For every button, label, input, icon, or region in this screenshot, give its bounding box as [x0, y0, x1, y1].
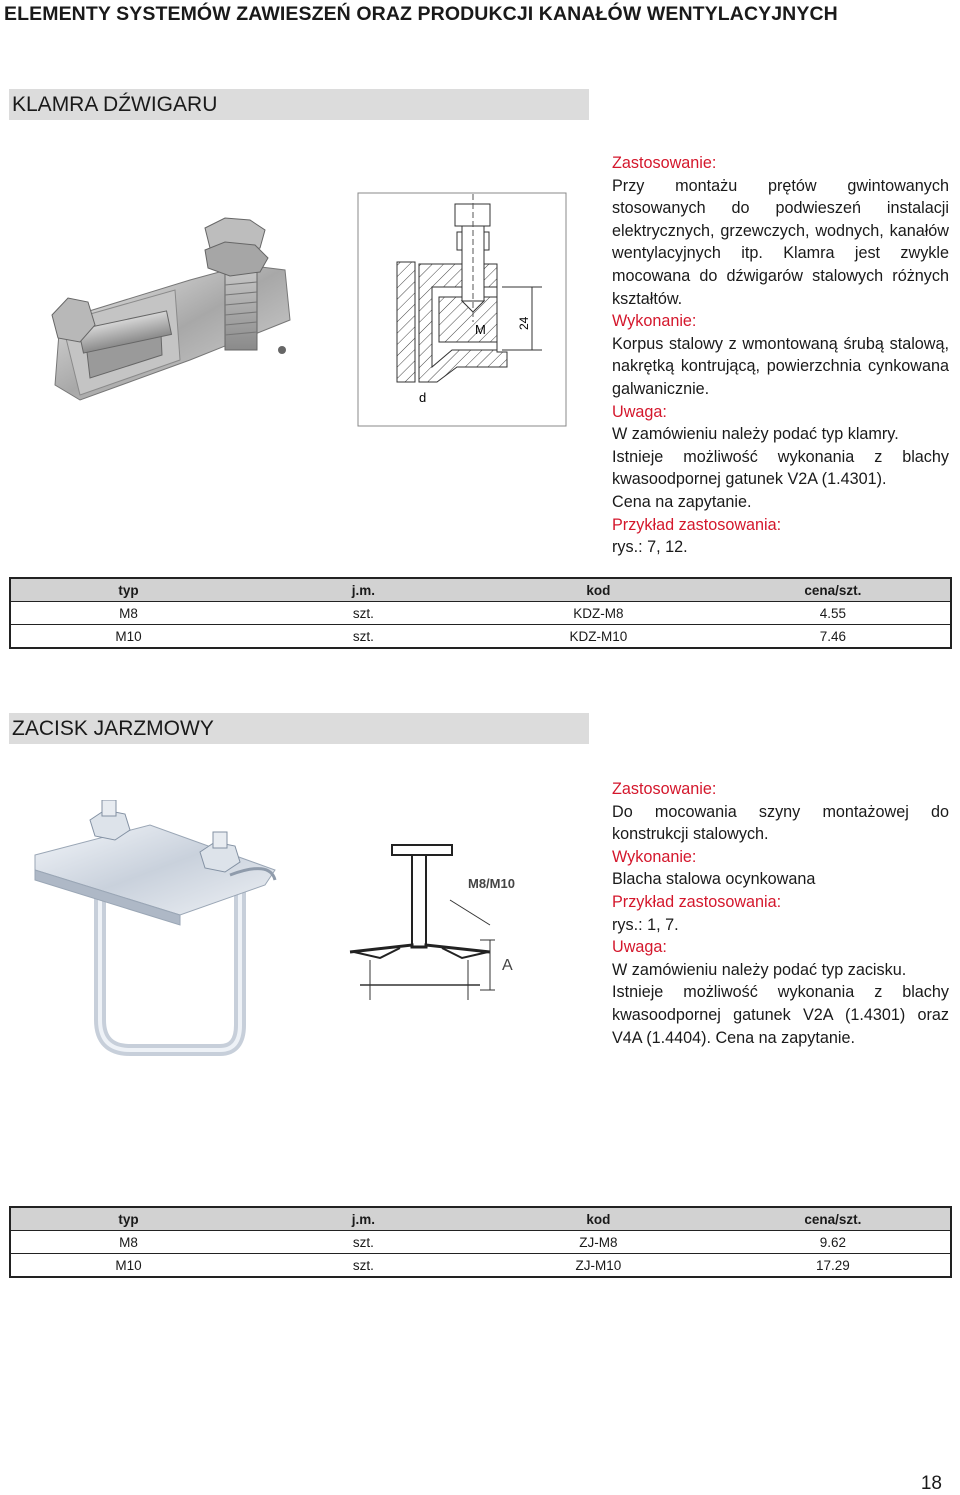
cell-cena: 17.29	[716, 1254, 951, 1278]
uwaga-text-1: W zamówieniu należy podać typ klamry.	[612, 425, 899, 444]
cell-jm: szt.	[246, 602, 481, 625]
section-title-zacisk: ZACISK JARZMOWY	[9, 713, 589, 744]
col-kod: kod	[481, 1207, 716, 1231]
table-row	[10, 1254, 951, 1278]
cell-cena: 4.55	[716, 602, 951, 625]
table-header-row	[10, 578, 951, 602]
przyklad-heading: Przykład zastosowania:	[612, 892, 782, 911]
cell-kod: ZJ-M8	[481, 1231, 716, 1254]
uwaga-heading: Uwaga:	[612, 938, 667, 957]
cell-jm: szt.	[246, 625, 481, 649]
wykonanie-heading: Wykonanie:	[612, 847, 697, 866]
cell-typ: M8	[10, 1231, 246, 1254]
uwaga-text-1: W zamówieniu należy podać typ zacisku.	[612, 960, 907, 979]
table-row	[10, 625, 951, 649]
col-kod: kod	[481, 578, 716, 602]
cell-typ: M10	[10, 625, 246, 649]
page-title: ELEMENTY SYSTEMÓW ZAWIESZEŃ ORAZ PRODUKCJI KANAŁÓW WENTYLACYJNYCH	[4, 3, 838, 25]
wykonanie-heading: Wykonanie:	[612, 312, 697, 331]
zastosowanie-text: Do mocowania szyny montażowej do konstrukcji stalowych.	[612, 802, 949, 844]
uwaga-text-2: Istnieje możliwość wykonania z blachy kwasoodpornej gatunek V2A (1.4301).	[612, 447, 949, 489]
col-jm: j.m.	[246, 1207, 481, 1231]
przyklad-text: rys.: 1, 7.	[612, 915, 679, 934]
zacisk-price-table	[9, 1206, 952, 1278]
drawing-label-a: A	[502, 957, 513, 974]
przyklad-text: rys.: 7, 12.	[612, 538, 688, 557]
zastosowanie-heading: Zastosowanie:	[612, 780, 717, 798]
zacisk-description	[612, 778, 949, 1049]
cell-typ: M8	[10, 602, 246, 625]
wykonanie-text: Korpus stalowy z wmontowaną śrubą stalową, nakrętką kontrującą, powierzchnia cynkowana galwanicznie.	[612, 334, 949, 398]
cell-typ: M10	[10, 1254, 246, 1278]
beam-clamp-drawing	[357, 192, 567, 427]
yoke-clamp-photo	[30, 800, 290, 1060]
drawing-label-m8m10: M8/M10	[468, 876, 515, 891]
klamra-price-table	[9, 577, 952, 649]
col-cena: cena/szt.	[716, 578, 951, 602]
section-title-klamra: KLAMRA DŹWIGARU	[9, 89, 589, 120]
wykonanie-text: Blacha stalowa ocynkowana	[612, 870, 816, 889]
table-row	[10, 602, 951, 625]
drawing-label-m: M	[475, 322, 486, 337]
uwaga-text-3: Cena na zapytanie.	[612, 492, 752, 511]
table-row	[10, 1231, 951, 1254]
uwaga-heading: Uwaga:	[612, 402, 667, 421]
cell-jm: szt.	[246, 1254, 481, 1278]
przyklad-heading: Przykład zastosowania:	[612, 515, 782, 534]
drawing-label-24: 24	[517, 316, 531, 330]
zastosowanie-text: Przy montażu prętów gwintowanych stosowanych do podwieszeń instalacji elektrycznych, grzewczych, wodnych, kanałów wentylacyjnych itp. Klamra jest zwykle mocowana do dźwigarów stalowych różnych kształtów.	[612, 176, 949, 308]
cell-kod: KDZ-M10	[481, 625, 716, 649]
drawing-label-d: d	[419, 390, 427, 405]
yoke-clamp-drawing	[340, 840, 530, 1010]
col-jm: j.m.	[246, 578, 481, 602]
table-header-row	[10, 1207, 951, 1231]
beam-clamp-photo	[40, 210, 340, 410]
cell-kod: KDZ-M8	[481, 602, 716, 625]
klamra-description	[612, 152, 949, 559]
uwaga-text-2: Istnieje możliwość wykonania z blachy kwasoodpornej gatunek V2A (1.4301) oraz V4A (1.4404). Cena na zapytanie.	[612, 983, 949, 1047]
col-cena: cena/szt.	[716, 1207, 951, 1231]
col-typ: typ	[10, 1207, 246, 1231]
col-typ: typ	[10, 578, 246, 602]
cell-kod: ZJ-M10	[481, 1254, 716, 1278]
zastosowanie-heading: Zastosowanie:	[612, 154, 717, 172]
cell-cena: 9.62	[716, 1231, 951, 1254]
page-number: 18	[920, 1473, 942, 1494]
cell-jm: szt.	[246, 1231, 481, 1254]
cell-cena: 7.46	[716, 625, 951, 649]
